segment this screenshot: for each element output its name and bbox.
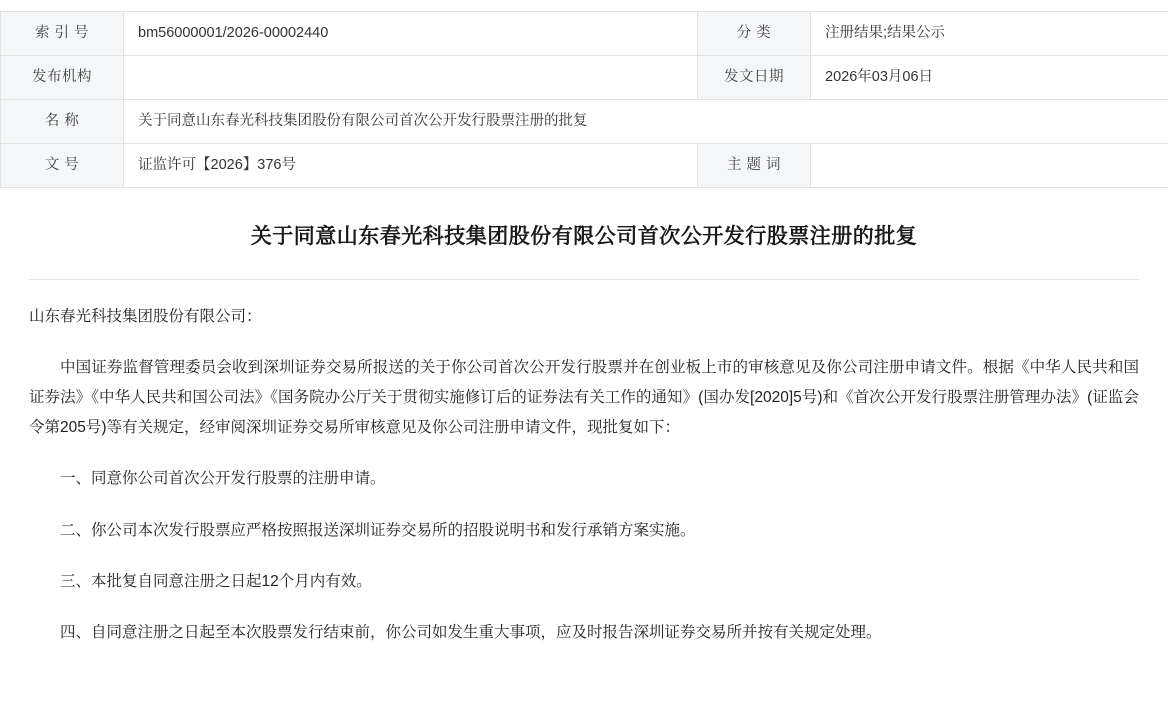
meta-label-name: 名 称 [1, 100, 124, 144]
document-body [29, 280, 1139, 649]
document-title-section [29, 221, 1139, 280]
meta-value-document-number: 证监许可【2026】376号 [124, 144, 698, 188]
document-page [0, 11, 1168, 708]
meta-label-publisher: 发布机构 [1, 56, 124, 100]
document-paragraph-item-2: 二、你公司本次发行股票应严格按照报送深圳证券交易所的招股说明书和发行承销方案实施。 [29, 516, 1139, 546]
meta-value-publisher [124, 56, 698, 100]
meta-label-document-number: 文 号 [1, 144, 124, 188]
meta-label-category: 分 类 [698, 12, 811, 56]
document-paragraph-item-1: 一、同意你公司首次公开发行股票的注册申请。 [29, 464, 1139, 494]
meta-label-index-number: 索 引 号 [1, 12, 124, 56]
table-row [1, 100, 1168, 144]
meta-value-subject-words [811, 144, 1168, 188]
page-title: 关于同意山东春光科技集团股份有限公司首次公开发行股票注册的批复 [29, 221, 1139, 253]
meta-value-issue-date: 2026年03月06日 [811, 56, 1168, 100]
meta-label-issue-date: 发文日期 [698, 56, 811, 100]
meta-value-name: 关于同意山东春光科技集团股份有限公司首次公开发行股票注册的批复 [124, 100, 1168, 144]
document-metadata-table [0, 11, 1168, 188]
document-addressee: 山东春光科技集团股份有限公司： [29, 302, 1139, 332]
document-paragraph-item-3: 三、本批复自同意注册之日起12个月内有效。 [29, 567, 1139, 597]
meta-value-index-number: bm56000001/2026-00002440 [124, 12, 698, 56]
table-row [1, 144, 1168, 188]
table-row [1, 12, 1168, 56]
meta-label-subject-words: 主 题 词 [698, 144, 811, 188]
document-paragraph-item-4: 四、自同意注册之日起至本次股票发行结束前，你公司如发生重大事项，应及时报告深圳证券交易所并按有关规定处理。 [29, 618, 1139, 648]
table-row [1, 56, 1168, 100]
meta-value-category: 注册结果;结果公示 [811, 12, 1168, 56]
document-paragraph-intro: 中国证券监督管理委员会收到深圳证券交易所报送的关于你公司首次公开发行股票并在创业板上市的审核意见及你公司注册申请文件。根据《中华人民共和国证券法》《中华人民共和国公司法》《国务院办公厅关于贯彻实施修订后的证券法有关工作的通知》(国办发[2020]5号)和《首次公开发行股票注册管理办法》(证监会令第205号)等有关规定，经审阅深圳证券交易所审核意见及你公司注册申请文件，现批复如下： [29, 353, 1139, 444]
